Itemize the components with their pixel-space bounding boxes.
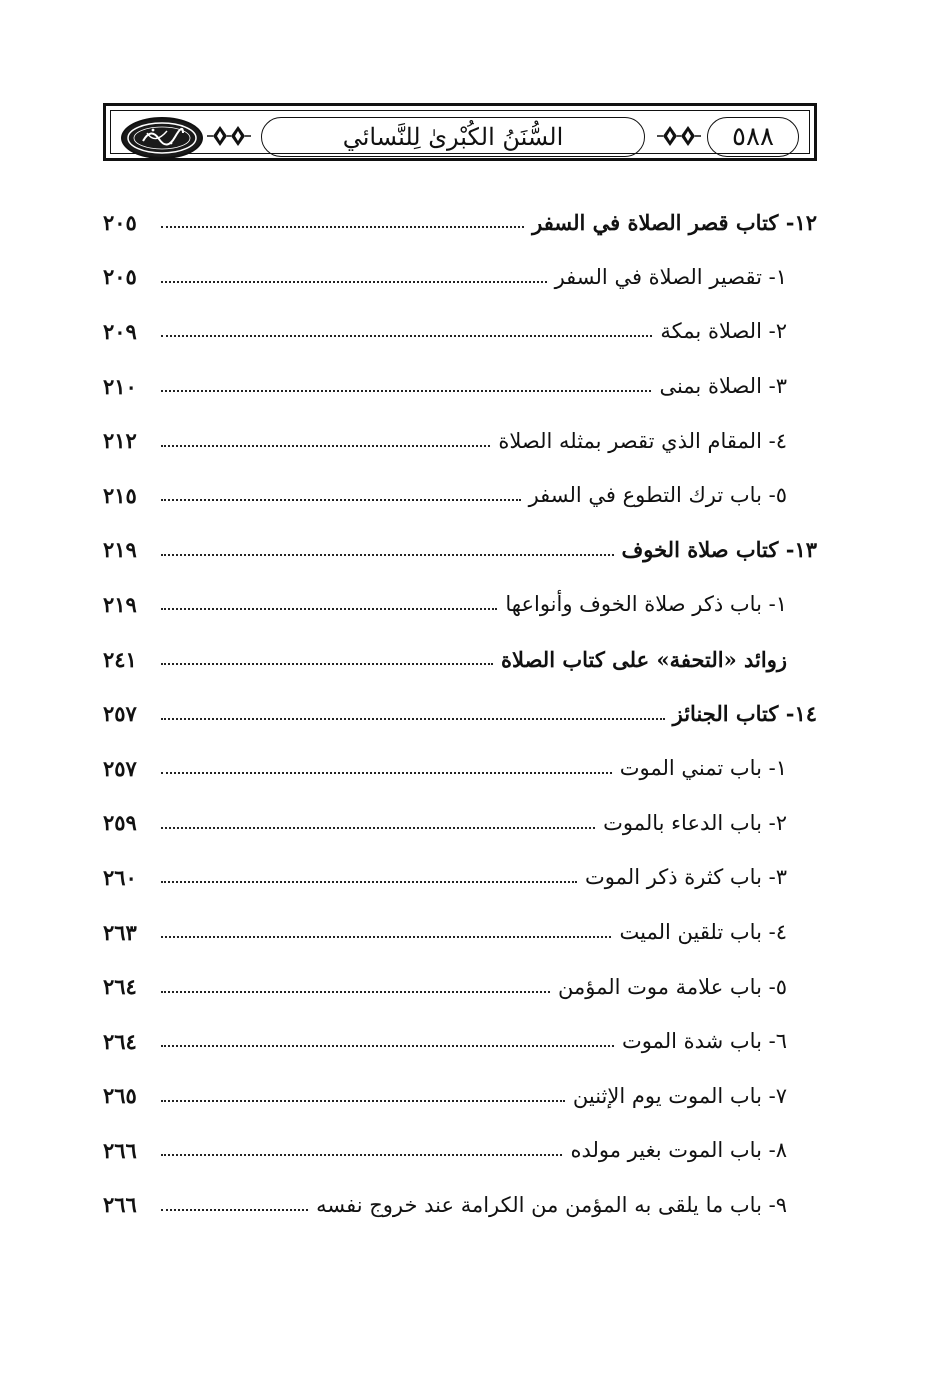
dot-leader bbox=[161, 390, 651, 392]
toc-entry-row[interactable] bbox=[103, 741, 817, 796]
toc-entry-title: باب الدعاء بالموت bbox=[603, 810, 762, 835]
toc-entry-row[interactable] bbox=[103, 959, 817, 1014]
toc-heading-row[interactable] bbox=[103, 195, 817, 250]
toc-entry-title: باب شدة الموت bbox=[621, 1029, 762, 1054]
toc-entry-row[interactable] bbox=[103, 413, 817, 468]
toc-entry-title: باب ذكر صلاة الخوف وأنواعها bbox=[505, 592, 762, 617]
toc-entry-label bbox=[493, 647, 817, 672]
toc-entry-label bbox=[565, 1084, 817, 1108]
toc-supplement-row[interactable] bbox=[103, 632, 817, 687]
toc-entry-title: باب كثرة ذكر الموت bbox=[585, 865, 762, 890]
dot-leader bbox=[161, 991, 550, 993]
toc-entry-label bbox=[595, 811, 817, 835]
toc-page-number: ٢٦٠ bbox=[103, 864, 137, 890]
book-title-plate bbox=[261, 117, 645, 157]
toc-entry-label bbox=[497, 592, 817, 616]
book-logo-seal bbox=[121, 117, 203, 159]
dot-leader bbox=[161, 1100, 565, 1102]
toc-entry-row[interactable] bbox=[103, 250, 817, 305]
toc-entry-number: ٣- bbox=[768, 374, 787, 399]
toc-entry-title: المقام الذي تقصر بمثله الصلاة bbox=[498, 428, 762, 453]
toc-entry-label bbox=[665, 701, 817, 726]
toc-entry-number: ١٣- bbox=[785, 537, 817, 563]
book-title: السُّنَنُ الكُبْرىٰ لِلنَّسائي bbox=[342, 123, 564, 151]
toc-page-number: ٢٦٦ bbox=[103, 1137, 137, 1163]
toc-entry-title: زوائد «التحفة» على كتاب الصلاة bbox=[501, 646, 787, 672]
toc-entry-title: باب علامة موت المؤمن bbox=[557, 974, 762, 999]
toc-entry-row[interactable] bbox=[103, 1014, 817, 1069]
toc-entry-title: كتاب صلاة الخوف bbox=[621, 537, 779, 563]
toc-entry-label bbox=[652, 319, 817, 343]
toc-entry-title: باب الموت بغير مولده bbox=[570, 1138, 762, 1163]
dot-leader bbox=[161, 1045, 614, 1047]
toc-page-number: ٢١٠ bbox=[103, 373, 137, 399]
toc-page-number: ٢١٩ bbox=[103, 591, 137, 617]
toc-entry-number: ١- bbox=[768, 264, 787, 289]
toc-entry-number: ٦- bbox=[768, 1029, 787, 1054]
header-frame bbox=[110, 110, 810, 154]
toc-entry-row[interactable] bbox=[103, 905, 817, 960]
toc-page-number: ٢٥٧ bbox=[103, 755, 137, 781]
toc-entry-label bbox=[612, 756, 817, 780]
toc-entry-label bbox=[611, 920, 817, 944]
toc-entry-label bbox=[490, 429, 817, 453]
dot-leader bbox=[161, 881, 577, 883]
calligraphy-seal-icon bbox=[123, 119, 201, 157]
toc-entry-number: ٤- bbox=[768, 428, 787, 453]
toc-entry-row[interactable] bbox=[103, 1123, 817, 1178]
toc-entry-row[interactable] bbox=[103, 1069, 817, 1124]
toc-page-number: ٢٠٥ bbox=[103, 209, 137, 235]
toc-entry-number: ٩- bbox=[768, 1192, 787, 1217]
toc-heading-row[interactable] bbox=[103, 523, 817, 578]
dot-leader bbox=[161, 1154, 562, 1156]
dot-leader bbox=[161, 718, 665, 720]
toc-entry-label bbox=[614, 537, 818, 562]
toc-page-number: ٢١٩ bbox=[103, 537, 137, 563]
toc-page-number: ٢٤١ bbox=[103, 646, 137, 672]
toc-entry-title: باب ترك التطوع في السفر bbox=[528, 483, 762, 508]
toc-entry-row[interactable] bbox=[103, 359, 817, 414]
toc-entry-row[interactable] bbox=[103, 796, 817, 851]
toc-page-number: ٢١٢ bbox=[103, 428, 137, 454]
toc-entry-number: ٥- bbox=[768, 974, 787, 999]
dot-leader bbox=[161, 445, 490, 447]
dot-leader bbox=[161, 1209, 308, 1211]
toc-entry-title: باب تمني الموت bbox=[619, 756, 762, 781]
toc-entry-title: باب الموت يوم الإثنين bbox=[572, 1083, 762, 1108]
toc-page-number: ٢٦٥ bbox=[103, 1083, 137, 1109]
toc-entry-title: كتاب الجنائز bbox=[672, 701, 779, 727]
toc-entry-row[interactable] bbox=[103, 1178, 817, 1233]
ornament-left-icon bbox=[207, 123, 251, 149]
toc-entry-number: ١٢- bbox=[785, 209, 817, 235]
page-number: ٥٨٨ bbox=[732, 122, 774, 152]
toc-page-number: ٢١٥ bbox=[103, 482, 137, 508]
toc-entry-number: ٧- bbox=[768, 1083, 787, 1108]
toc-entry-number: ٨- bbox=[768, 1138, 787, 1163]
dot-leader bbox=[161, 663, 493, 665]
toc-page-number: ٢٠٥ bbox=[103, 264, 137, 290]
toc-entry-row[interactable] bbox=[103, 304, 817, 359]
toc-entry-number: ٥- bbox=[768, 483, 787, 508]
dot-leader bbox=[161, 554, 614, 556]
toc-entry-label bbox=[614, 1029, 817, 1053]
dot-leader bbox=[161, 226, 524, 228]
table-of-contents bbox=[103, 195, 817, 1232]
toc-entry-label bbox=[547, 265, 817, 289]
toc-entry-label bbox=[308, 1193, 817, 1217]
page-number-plate bbox=[707, 117, 799, 157]
toc-entry-title: الصلاة بمنى bbox=[659, 374, 762, 399]
toc-entry-number: ٤- bbox=[768, 920, 787, 945]
toc-entry-title: كتاب قصر الصلاة في السفر bbox=[532, 209, 779, 235]
toc-entry-number: ١٤- bbox=[785, 701, 817, 727]
toc-page-number: ٢٥٩ bbox=[103, 810, 137, 836]
toc-page-number: ٢٠٩ bbox=[103, 318, 137, 344]
toc-page-number: ٢٦٤ bbox=[103, 974, 137, 1000]
toc-entry-row[interactable] bbox=[103, 577, 817, 632]
toc-entry-row[interactable] bbox=[103, 468, 817, 523]
toc-entry-label bbox=[524, 210, 817, 235]
dot-leader bbox=[161, 772, 612, 774]
page-header bbox=[103, 103, 817, 161]
toc-heading-row[interactable] bbox=[103, 686, 817, 741]
ornament-right-icon bbox=[657, 123, 701, 149]
toc-page-number: ٢٦٤ bbox=[103, 1028, 137, 1054]
toc-entry-number: ١- bbox=[768, 756, 787, 781]
dot-leader bbox=[161, 827, 595, 829]
toc-entry-label bbox=[550, 975, 817, 999]
toc-page-number: ٢٦٣ bbox=[103, 919, 137, 945]
dot-leader bbox=[161, 335, 652, 337]
toc-entry-number: ٢- bbox=[768, 810, 787, 835]
toc-page-number: ٢٥٧ bbox=[103, 701, 137, 727]
toc-entry-label bbox=[521, 483, 817, 507]
toc-entry-number: ٣- bbox=[768, 865, 787, 890]
toc-entry-row[interactable] bbox=[103, 850, 817, 905]
toc-entry-label bbox=[562, 1138, 817, 1162]
toc-entry-title: الصلاة بمكة bbox=[660, 319, 762, 344]
toc-page-number: ٢٦٦ bbox=[103, 1192, 137, 1218]
toc-entry-title: تقصير الصلاة في السفر bbox=[554, 264, 762, 289]
dot-leader bbox=[161, 608, 497, 610]
dot-leader bbox=[161, 281, 547, 283]
dot-leader bbox=[161, 499, 521, 501]
toc-entry-number: ٢- bbox=[768, 319, 787, 344]
toc-entry-title: باب تلقين الميت bbox=[619, 920, 762, 945]
toc-entry-title: باب ما يلقى به المؤمن من الكرامة عند خروج نفسه bbox=[316, 1192, 762, 1217]
dot-leader bbox=[161, 936, 611, 938]
toc-entry-label bbox=[577, 865, 817, 889]
toc-entry-label bbox=[651, 374, 817, 398]
toc-entry-number: ١- bbox=[768, 592, 787, 617]
